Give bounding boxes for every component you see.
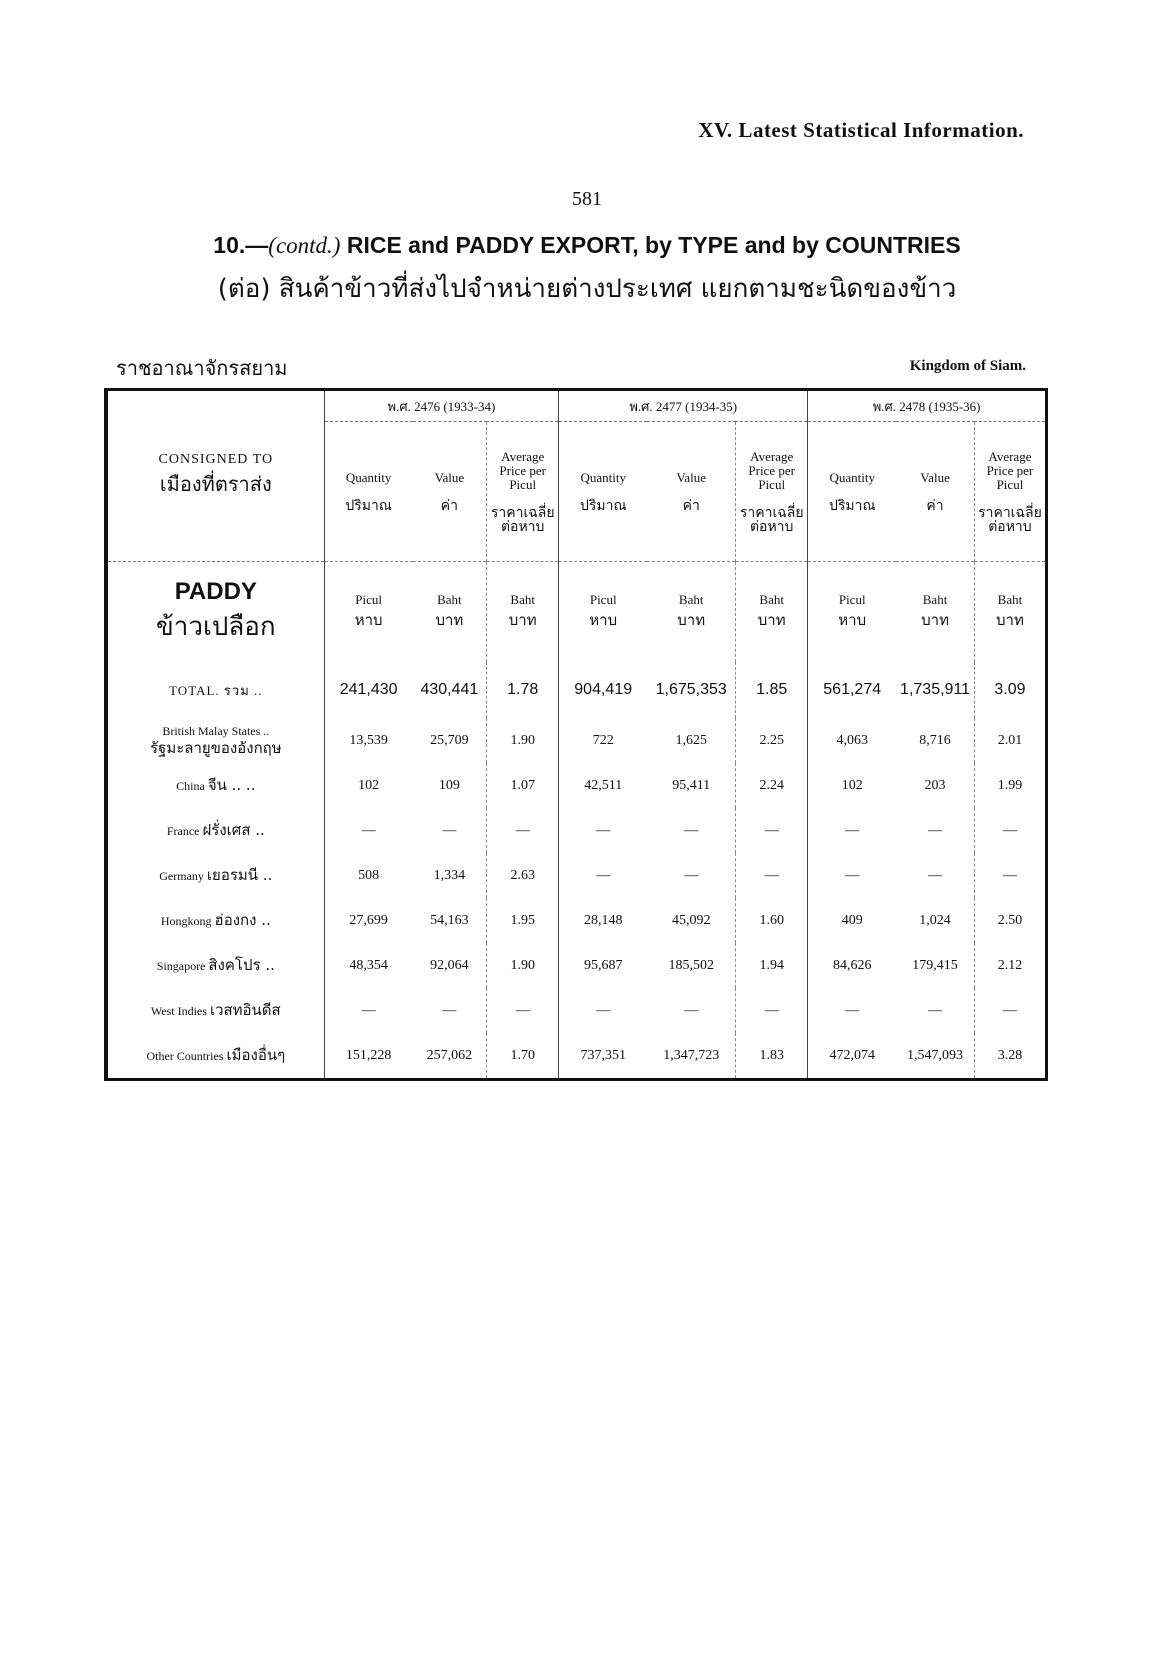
- table-cell: 42,511: [559, 763, 647, 808]
- table-cell: 2.24: [736, 763, 808, 808]
- consigned-to-header: [106, 390, 324, 562]
- table-row: [106, 988, 1047, 1033]
- unit-picul: Picul หาบ: [324, 562, 412, 663]
- country-name: Hongkong: [160, 913, 212, 928]
- table-cell: 2.63: [487, 853, 559, 898]
- table-cell: 722: [559, 718, 647, 763]
- table-cell: —: [442, 822, 457, 838]
- table-cell: 95,687: [559, 943, 647, 988]
- value-header: Value ค่า: [434, 469, 465, 514]
- country-label: [106, 763, 324, 808]
- unit-picul: Picul หาบ: [559, 562, 647, 663]
- total-cell: 1,675,353: [655, 681, 727, 698]
- table-cell: 179,415: [912, 957, 958, 973]
- country-name-thai: รัฐมะลายูของอังกฤษ: [149, 739, 282, 757]
- table-cell: —: [974, 853, 1046, 898]
- table-cell: —: [974, 808, 1046, 853]
- table-cell: 3.28: [974, 1033, 1046, 1080]
- table-cell: —: [974, 988, 1046, 1033]
- table-title-thai: (ต่อ) สินค้าข้าวที่ส่งไปจำหน่ายต่างประเทศ แยกตามชะนิดของข้าว: [217, 274, 957, 304]
- table-cell: —: [324, 988, 412, 1033]
- table-cell: —: [808, 988, 896, 1033]
- table-cell: —: [559, 808, 647, 853]
- table-cell: 92,064: [430, 957, 469, 973]
- table-cell: 8,716: [919, 732, 951, 748]
- table-row: [106, 808, 1047, 853]
- table-cell: —: [684, 1002, 699, 1018]
- table-row: [106, 943, 1047, 988]
- consigned-to-label-thai: เมืองที่ตราส่ง: [159, 472, 272, 496]
- region-label-english: Kingdom of Siam.: [909, 358, 1026, 374]
- total-row: [106, 662, 1047, 718]
- value-header: Value ค่า: [920, 469, 950, 514]
- country-label: [106, 988, 324, 1033]
- table-row: [106, 853, 1047, 898]
- country-name: Singapore: [156, 958, 206, 973]
- value-header: Value ค่า: [676, 469, 706, 514]
- table-cell: —: [487, 808, 559, 853]
- unit-baht: Baht บาท: [647, 562, 735, 663]
- quantity-header: Quantity ปริมาณ: [559, 422, 647, 562]
- title-contd: (contd.): [268, 233, 341, 258]
- total-label: TOTAL. รวม ..: [169, 682, 263, 698]
- year-header-2476: พ.ศ. 2476 (1933-34): [324, 390, 559, 422]
- average-price-header: Average Price per Picul ราคาเฉลี่ยต่อหาบ: [736, 422, 808, 562]
- table-cell: 1,334: [433, 867, 466, 883]
- table-cell: 185,502: [668, 957, 714, 973]
- country-name: Other Countries: [146, 1048, 224, 1063]
- table-cell: —: [928, 1002, 943, 1018]
- table-cell: 508: [324, 853, 412, 898]
- section-header: XV. Latest Statistical Information.: [698, 118, 1024, 142]
- region-label-thai: ราชอาณาจักรสยาม: [116, 356, 288, 380]
- table-cell: —: [808, 853, 896, 898]
- table-cell: 1.70: [487, 1033, 559, 1080]
- table-cell: 1.95: [487, 898, 559, 943]
- table-cell: 2.50: [974, 898, 1046, 943]
- table-cell: 2.12: [974, 943, 1046, 988]
- table-cell: —: [736, 853, 808, 898]
- total-cell: 1.78: [487, 662, 559, 718]
- table-row: [106, 763, 1047, 808]
- paddy-label: PADDY: [174, 577, 257, 605]
- country-name: France: [166, 823, 200, 838]
- table-cell: 95,411: [672, 777, 711, 793]
- table-cell: —: [559, 853, 647, 898]
- table-cell: —: [684, 822, 699, 838]
- country-label: [106, 718, 324, 763]
- unit-baht: Baht บาท: [413, 562, 487, 663]
- table-cell: 1.83: [736, 1033, 808, 1080]
- table-cell: —: [487, 988, 559, 1033]
- table-cell: 1.07: [487, 763, 559, 808]
- table-row: [106, 718, 1047, 763]
- title-prefix: 10.—: [213, 232, 269, 258]
- country-label: [106, 1033, 324, 1080]
- table-cell: 28,148: [559, 898, 647, 943]
- table-cell: 1,024: [919, 912, 951, 928]
- unit-picul: Picul หาบ: [808, 562, 896, 663]
- table-cell: —: [808, 808, 896, 853]
- table-cell: 203: [924, 777, 946, 793]
- country-name-thai: เวสทอินดีส: [209, 1000, 281, 1019]
- year-header-2478: พ.ศ. 2478 (1935-36): [808, 390, 1047, 422]
- table-cell: 257,062: [426, 1047, 473, 1063]
- total-cell: 3.09: [974, 662, 1046, 718]
- table-cell: 1.90: [487, 718, 559, 763]
- country-name-thai: เมืองอื่นๆ: [226, 1045, 286, 1064]
- table-cell: 409: [808, 898, 896, 943]
- table-cell: 1.90: [487, 943, 559, 988]
- table-cell: —: [559, 988, 647, 1033]
- table-cell: 1,625: [675, 732, 707, 748]
- unit-row: [106, 562, 1047, 663]
- unit-baht: Baht บาท: [736, 562, 808, 663]
- table-cell: 27,699: [324, 898, 412, 943]
- country-name-thai: ฝรั่งเศส ..: [202, 820, 265, 839]
- country-name-thai: สิงคโปร ..: [208, 955, 275, 974]
- country-name-thai: จีน .. ..: [207, 775, 256, 794]
- country-name: West Indies: [150, 1003, 207, 1018]
- country-name: China: [176, 778, 205, 793]
- country-label: [106, 808, 324, 853]
- unit-baht: Baht บาท: [974, 562, 1046, 663]
- table-cell: 151,228: [324, 1033, 412, 1080]
- quantity-header: Quantity ปริมาณ: [324, 422, 412, 562]
- unit-baht: Baht บาท: [896, 562, 974, 663]
- total-cell: 561,274: [808, 662, 896, 718]
- country-name: British Malay States ..: [162, 724, 270, 738]
- table-cell: 54,163: [430, 912, 469, 928]
- paddy-label-thai: ข้าวเปลือก: [155, 611, 276, 642]
- total-cell: 241,430: [324, 662, 412, 718]
- table-cell: 25,709: [430, 732, 469, 748]
- country-rows: [106, 718, 1047, 1080]
- table-cell: 45,092: [671, 912, 711, 928]
- unit-baht: Baht บาท: [487, 562, 559, 663]
- page-number: 581: [572, 188, 602, 210]
- table-cell: 1.94: [736, 943, 808, 988]
- table-cell: 4,063: [808, 718, 896, 763]
- table-cell: —: [736, 808, 808, 853]
- title-text: RICE and PADDY EXPORT, by TYPE and by COUNTRIES: [346, 232, 961, 258]
- table-cell: 102: [324, 763, 412, 808]
- total-cell: 904,419: [559, 662, 647, 718]
- table-cell: 109: [438, 777, 460, 793]
- table-row: [106, 898, 1047, 943]
- table-cell: —: [736, 988, 808, 1033]
- table-cell: 1,547,093: [907, 1047, 964, 1063]
- rice-paddy-export-table: [104, 388, 1048, 1081]
- table-cell: —: [928, 867, 943, 883]
- total-cell: 1.85: [736, 662, 808, 718]
- table-cell: 48,354: [324, 943, 412, 988]
- country-name-thai: ฮ่องกง ..: [214, 910, 271, 929]
- table-cell: 737,351: [559, 1033, 647, 1080]
- table-cell: —: [324, 808, 412, 853]
- table-cell: 1.60: [736, 898, 808, 943]
- table-cell: 472,074: [808, 1033, 896, 1080]
- table-cell: 102: [808, 763, 896, 808]
- table-cell: —: [442, 1002, 457, 1018]
- total-cell: 1,735,911: [900, 681, 971, 698]
- table-cell: 1.99: [974, 763, 1046, 808]
- country-label: [106, 853, 324, 898]
- table-title-english: [0, 232, 1174, 259]
- table-cell: —: [928, 822, 943, 838]
- table-row: [106, 1033, 1047, 1080]
- table-cell: 13,539: [324, 718, 412, 763]
- average-price-header: Average Price per Picul ราคาเฉลี่ยต่อหาบ: [974, 422, 1046, 562]
- table-cell: —: [684, 867, 699, 883]
- table-cell: 84,626: [808, 943, 896, 988]
- country-label: [106, 898, 324, 943]
- year-header-row: [106, 390, 1047, 422]
- table-cell: 2.25: [736, 718, 808, 763]
- table-cell: 2.01: [974, 718, 1046, 763]
- country-label: [106, 943, 324, 988]
- total-cell: 430,441: [420, 681, 479, 698]
- country-name-thai: เยอรมนี ..: [206, 865, 273, 884]
- consigned-to-label: CONSIGNED TO: [158, 452, 274, 467]
- quantity-header: Quantity ปริมาณ: [808, 422, 896, 562]
- table-cell: 1,347,723: [663, 1047, 720, 1063]
- country-name: Germany: [159, 868, 204, 883]
- average-price-header: Average Price per Picul ราคาเฉลี่ยต่อหาบ: [487, 422, 559, 562]
- paddy-heading: [106, 562, 324, 663]
- year-header-2477: พ.ศ. 2477 (1934-35): [559, 390, 808, 422]
